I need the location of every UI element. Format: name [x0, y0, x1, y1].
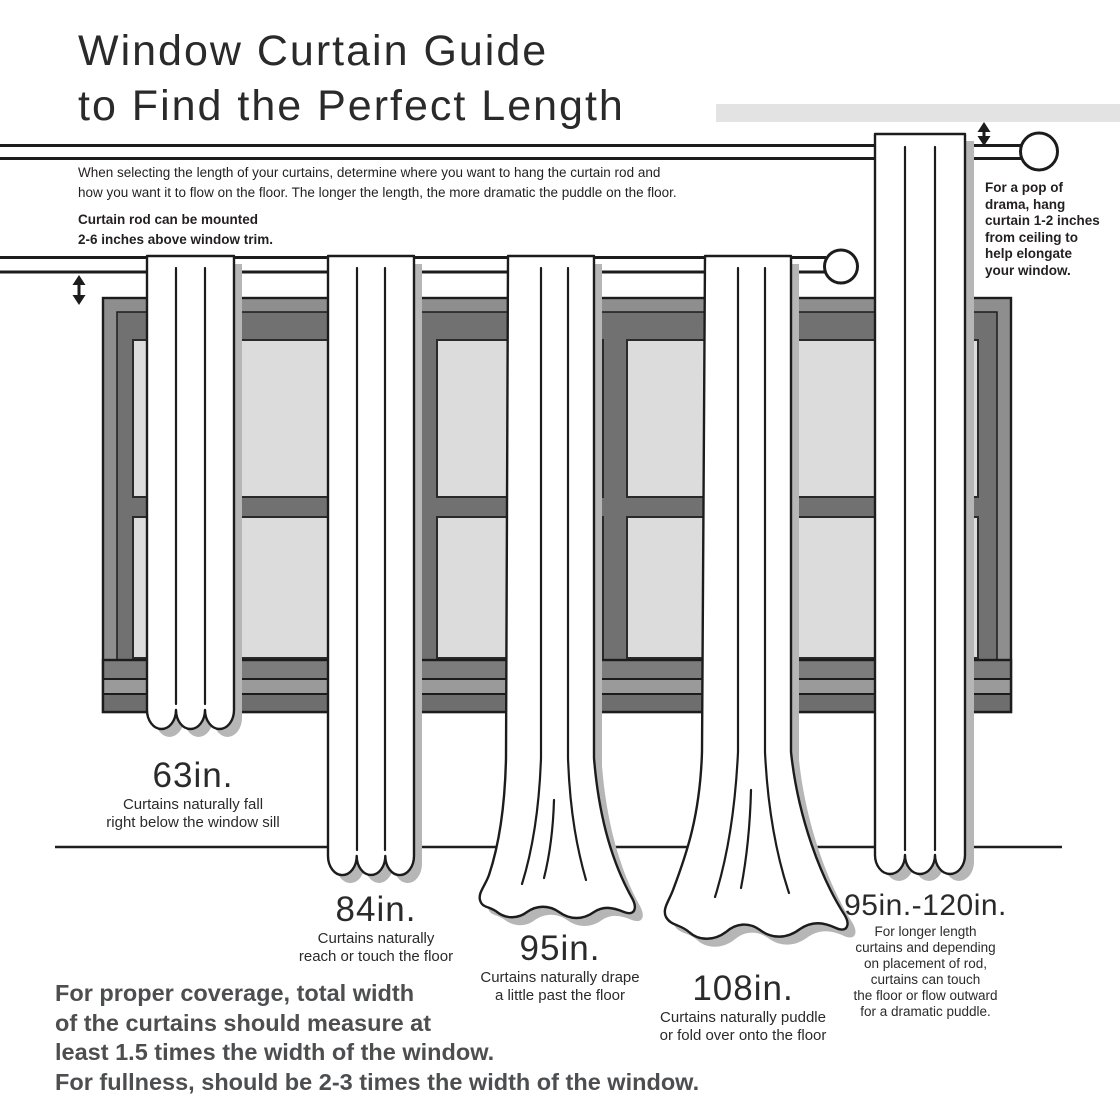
curtain-label-95-120in: [807, 889, 1044, 1020]
ceiling-drama-note: For a pop of drama, hang curtain 1-2 inches from ceiling to help elongate your window.: [985, 180, 1100, 278]
curtain-length-description: Curtains naturally drape a little past the floor: [480, 969, 640, 1004]
rod-finial-icon: [1021, 133, 1058, 170]
double-arrow-vertical-icon: [978, 122, 991, 146]
coverage-footer-note: For proper coverage, total width of the curtains should measure at least 1.5 times the width of the window. For fullness, should be 2-3 times the width of the window.: [55, 980, 700, 1095]
double-arrow-vertical-icon: [73, 275, 86, 305]
curtain-length-description: Curtains naturally fall right below the window sill: [106, 796, 280, 831]
ceiling-bar: [716, 104, 1120, 122]
curtain-length-description: For longer length curtains and depending on placement of rod, curtains can touch the floor or flow outward for a dramatic puddle.: [853, 924, 998, 1019]
curtain-length-heading: 95in.: [519, 929, 601, 968]
curtain-length-description: Curtains naturally puddle or fold over onto the floor: [659, 1009, 827, 1044]
curtain-length-heading: 63in.: [152, 756, 234, 795]
curtain-length-heading: 108in.: [692, 969, 794, 1008]
curtain-label-63in: [85, 757, 301, 831]
rod-finial-icon: [825, 250, 858, 283]
page-title: Window Curtain Guide to Find the Perfect Length: [78, 27, 625, 130]
intro-paragraph: When selecting the length of your curtains, determine where you want to hang the curtain rod and how you want it to flow on the floor. The longer the length, the more dramatic the puddle on the floor.: [78, 165, 677, 200]
curtain-length-description: Curtains naturally reach or touch the floor: [298, 930, 454, 965]
curtain-length-heading: 95in.-120in.: [844, 889, 1007, 922]
curtain-63in-illustration: [147, 256, 242, 737]
curtain-84in-illustration: [328, 256, 422, 883]
rod-mounting-note: Curtain rod can be mounted 2-6 inches above window trim.: [78, 212, 274, 247]
curtain-95-120in-illustration: [875, 134, 974, 881]
curtain-length-heading: 84in.: [335, 890, 417, 929]
